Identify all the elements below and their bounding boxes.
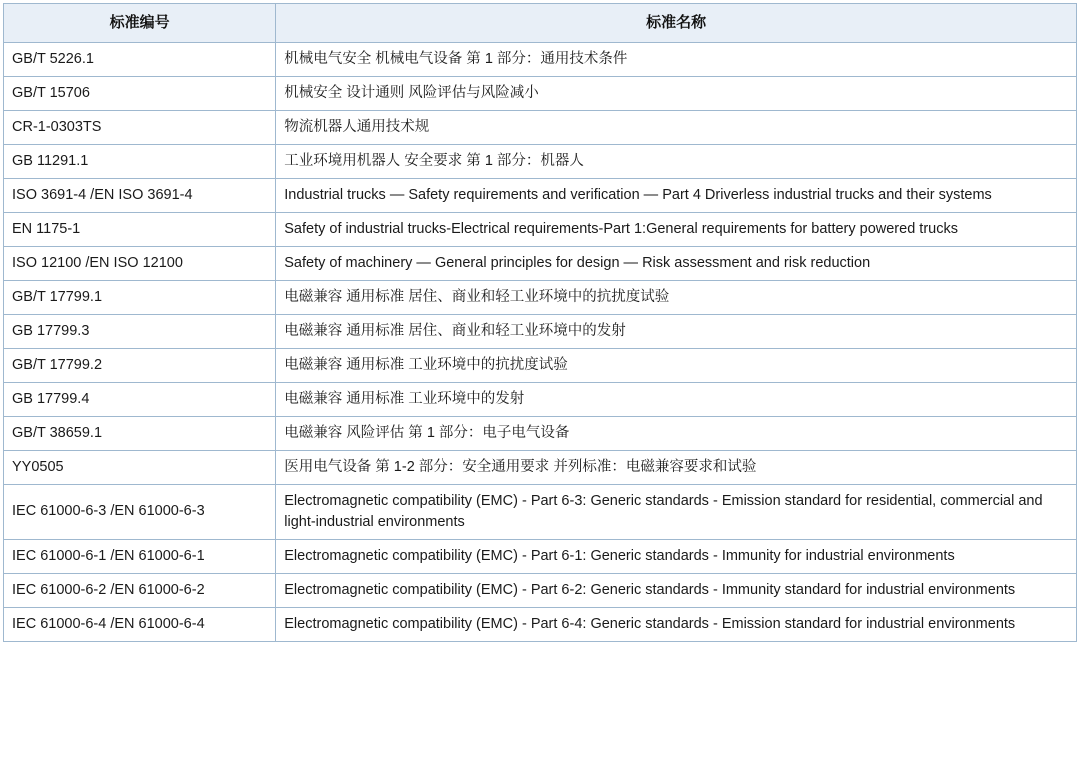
table-row [4, 42, 1077, 76]
cell-standard-name: Industrial trucks — Safety requirements and verification — Part 4 Driverless industrial trucks and their systems [276, 178, 1077, 212]
table-header-row [4, 4, 1077, 43]
standards-table-container [0, 3, 1080, 642]
table-row [4, 280, 1077, 314]
table-row [4, 348, 1077, 382]
table-row [4, 144, 1077, 178]
table-body [4, 42, 1077, 641]
table-row [4, 212, 1077, 246]
table-header [4, 4, 1077, 43]
cell-standard-code: GB 17799.3 [4, 314, 276, 348]
table-row [4, 574, 1077, 608]
cell-standard-code: GB/T 15706 [4, 76, 276, 110]
cell-standard-name: 机械电气安全 机械电气设备 第 1 部分：通用技术条件 [276, 42, 1077, 76]
table-row [4, 76, 1077, 110]
cell-standard-name: Electromagnetic compatibility (EMC) - Part 6-2: Generic standards - Immunity standard for industrial environments [276, 574, 1077, 608]
cell-standard-code: ISO 12100 /EN ISO 12100 [4, 246, 276, 280]
cell-standard-code: EN 1175-1 [4, 212, 276, 246]
cell-standard-code: CR-1-0303TS [4, 110, 276, 144]
table-row [4, 416, 1077, 450]
cell-standard-name: Electromagnetic compatibility (EMC) - Part 6-3: Generic standards - Emission standard for residential, commercial and light-industrial environments [276, 484, 1077, 539]
table-row [4, 450, 1077, 484]
table-row [4, 539, 1077, 573]
cell-standard-code: GB/T 38659.1 [4, 416, 276, 450]
cell-standard-code: GB/T 17799.1 [4, 280, 276, 314]
cell-standard-name: Electromagnetic compatibility (EMC) - Part 6-1: Generic standards - Immunity for industrial environments [276, 539, 1077, 573]
cell-standard-code: GB/T 17799.2 [4, 348, 276, 382]
table-row [4, 484, 1077, 539]
cell-standard-name: Safety of machinery — General principles for design — Risk assessment and risk reduction [276, 246, 1077, 280]
cell-standard-code: IEC 61000-6-3 /EN 61000-6-3 [4, 484, 276, 539]
cell-standard-name: 物流机器人通用技术规 [276, 110, 1077, 144]
table-row [4, 382, 1077, 416]
column-header-code: 标准编号 [4, 4, 276, 43]
cell-standard-code: GB 11291.1 [4, 144, 276, 178]
cell-standard-name: 工业环境用机器人 安全要求 第 1 部分：机器人 [276, 144, 1077, 178]
standards-table [3, 3, 1077, 642]
table-row [4, 314, 1077, 348]
cell-standard-code: GB 17799.4 [4, 382, 276, 416]
cell-standard-name: Safety of industrial trucks-Electrical requirements-Part 1:General requirements for battery powered trucks [276, 212, 1077, 246]
cell-standard-code: IEC 61000-6-1 /EN 61000-6-1 [4, 539, 276, 573]
cell-standard-name: 电磁兼容 通用标准 居住、商业和轻工业环境中的抗扰度试验 [276, 280, 1077, 314]
cell-standard-name: 电磁兼容 风险评估 第 1 部分：电子电气设备 [276, 416, 1077, 450]
table-row [4, 178, 1077, 212]
cell-standard-name: 电磁兼容 通用标准 居住、商业和轻工业环境中的发射 [276, 314, 1077, 348]
cell-standard-code: YY0505 [4, 450, 276, 484]
cell-standard-code: IEC 61000-6-2 /EN 61000-6-2 [4, 574, 276, 608]
cell-standard-code: IEC 61000-6-4 /EN 61000-6-4 [4, 608, 276, 642]
cell-standard-name: 机械安全 设计通则 风险评估与风险减小 [276, 76, 1077, 110]
table-row [4, 110, 1077, 144]
cell-standard-code: GB/T 5226.1 [4, 42, 276, 76]
cell-standard-code: ISO 3691-4 /EN ISO 3691-4 [4, 178, 276, 212]
table-row [4, 246, 1077, 280]
table-row [4, 608, 1077, 642]
cell-standard-name: 电磁兼容 通用标准 工业环境中的抗扰度试验 [276, 348, 1077, 382]
cell-standard-name: 电磁兼容 通用标准 工业环境中的发射 [276, 382, 1077, 416]
cell-standard-name: Electromagnetic compatibility (EMC) - Part 6-4: Generic standards - Emission standard for industrial environments [276, 608, 1077, 642]
column-header-name: 标准名称 [276, 4, 1077, 43]
cell-standard-name: 医用电气设备 第 1-2 部分：安全通用要求 并列标准：电磁兼容要求和试验 [276, 450, 1077, 484]
